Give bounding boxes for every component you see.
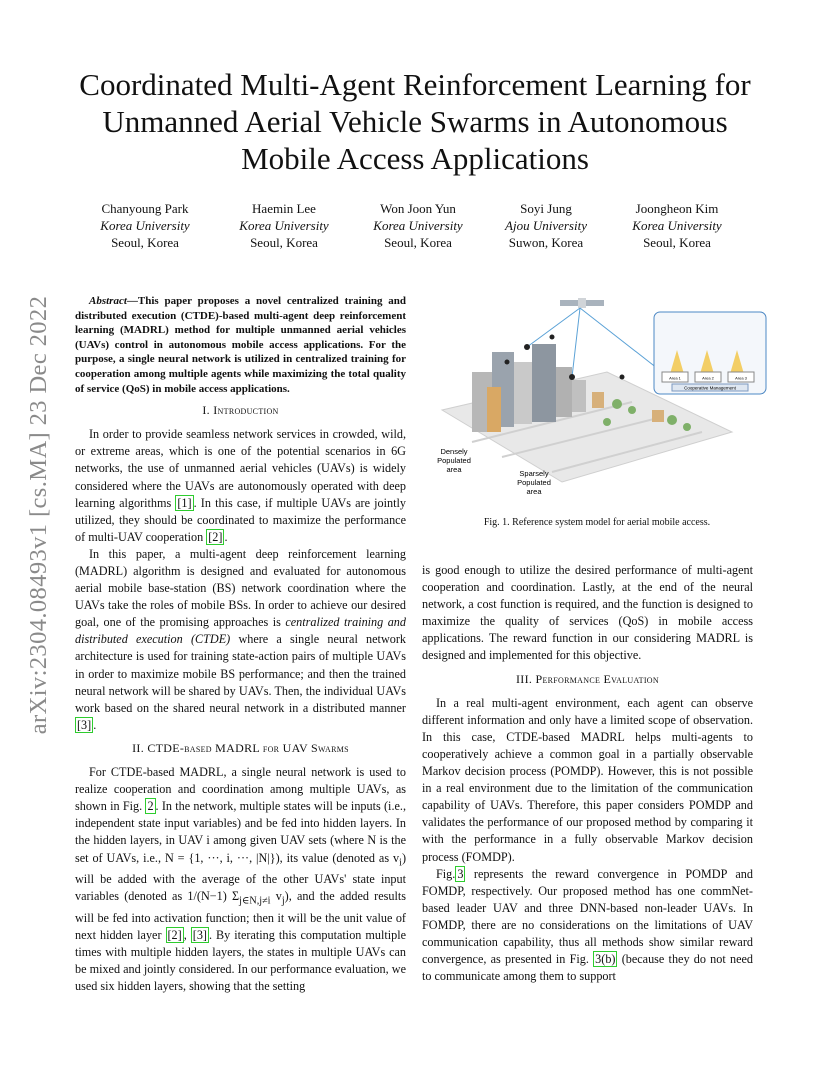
author-4 (481, 200, 611, 251)
right-column (422, 562, 753, 985)
author-location: Seoul, Korea (111, 235, 179, 250)
author-location: Seoul, Korea (643, 235, 711, 250)
left-column (75, 294, 406, 995)
author-name: Soyi Jung (520, 201, 572, 216)
satellite-icon (560, 298, 604, 308)
paragraph: Fig. 3 represents the reward convergence in POMDP and FOMDP, respectively. Our proposed method has one commNet-based leader UAV and three DNN-based non-leader UAVs. In FOMDP, there are no considerations on the limitations of UAV communication capability, thus all methods show similar reward convergence, as presented in Fig. 3(b) (because they do not need to communicate among them to support (422, 866, 753, 984)
author-3 (353, 200, 483, 251)
citation-link[interactable]: [3] (77, 717, 92, 732)
author-affiliation: Korea University (632, 218, 722, 233)
author-name: Joongheon Kim (635, 201, 719, 216)
author-name: Won Joon Yun (380, 201, 456, 216)
figure-link[interactable]: 3(b) (595, 952, 616, 967)
paper-title: Coordinated Multi-Agent Reinforcement Learning for Unmanned Aerial Vehicle Swarms in Autonomous Mobile Access Applications (79, 67, 751, 176)
paragraph: In a real multi-agent environment, each agent can observe different information and only have a limited scope of observation. In this case, CTDE-based MADRL helps multi-agents to cooperatively achieve a common goal in a partially observable Markov decision process (POMDP). However, this is not possible in a real environment due to the limitation of the communication capability of UAVs. Therefore, this paper considers POMDP and validates the performance of our proposed method by comparing it with the performance in a fully observable Markov decision process (FOMDP). (422, 695, 753, 864)
author-name: Haemin Lee (252, 201, 316, 216)
citation-link[interactable]: [2] (167, 927, 182, 942)
author-affiliation: Korea University (239, 218, 329, 233)
author-location: Suwon, Korea (508, 235, 584, 250)
paragraph: In order to provide seamless network services in crowded, wild, or extreme areas, which is one of the potential scenarios in 6G networks, the use of unmanned aerial vehicles (UAVs) is widely considered where the UAVs are autonomously operated with deep learning algorithms [1] . In this case, if multiple UAVs are jointly utilized, they should be coordinated to maximize the performance of multi-UAV cooperation [2] . (75, 427, 407, 544)
section-heading: III. Performance Evaluation (516, 671, 659, 686)
author-affiliation: Korea University (373, 218, 463, 233)
author-1 (80, 200, 210, 251)
abstract: Abstract—This paper proposes a novel centralized training and distributed execution (CTDE)-based multi-agent deep reinforcement learning (MADRL) method for multiple unmanned aerial vehicles (UAVs) control in autonomous mobile access applications. For the purpose, a single neural network is utilized in centralized training for cooperation among multiple agents while maximizing the total quality of service (QoS) in mobile access applications. (75, 295, 406, 395)
section-heading: I. Introduction (202, 403, 279, 418)
figure-link[interactable]: 3 (457, 866, 464, 881)
arxiv-watermark: arXiv:2304.08493v1 [cs.MA] 23 Dec 2022 (25, 295, 52, 735)
paragraph: is good enough to utilize the desired performance of multi-agent cooperation and coordination. Lastly, at the end of the neural network, a cost function is required, and the function is designed to maximize the quality of services (QoS) in mobile access applications. The reward function in our considering MADRL is designed and implemented for this objective. (422, 563, 753, 663)
system-model-figure (432, 292, 772, 506)
section-heading: II. CTDE-based MADRL for UAV Swarms (132, 740, 349, 755)
author-5 (612, 200, 742, 251)
citation-link[interactable]: [2] (208, 529, 223, 544)
citation-link[interactable]: [3] (192, 927, 207, 942)
inset-box-label: Area 3 (735, 375, 747, 381)
citation-link[interactable]: [1] (177, 495, 192, 510)
author-location: Seoul, Korea (384, 235, 452, 250)
author-name: Chanyoung Park (101, 201, 189, 216)
dense-area-label: Densely Populated area (437, 447, 471, 474)
inset-box-label: Area 2 (702, 375, 714, 381)
author-affiliation: Korea University (100, 218, 190, 233)
author-affiliation: Ajou University (505, 218, 587, 233)
figure-link[interactable]: 2 (147, 799, 154, 814)
inset-box-label: Area 1 (669, 375, 681, 381)
cooperative-label: Cooperative Management (684, 385, 736, 391)
figure-caption: Fig. 1. Reference system model for aerial mobile access. (483, 517, 711, 528)
author-block (70, 200, 760, 256)
sparse-area-label: Sparsely Populated area (517, 469, 551, 496)
paragraph: For CTDE-based MADRL, a single neural network is used to realize cooperation and coordination among multiple UAVs, as shown in Fig. 2 . In the network, multiple states will be inputs (i.e., independent state input variables) and be fed into hidden layers. In the hidden layers, in UAV i among given UAV sets (where N is the set of UAVs, i.e., N = {1, ···, i, ···, |N|}), its value (denoted as $v_i$) will be added with the average of the other UAVs' state input variables (denoted as 1/(N−1) $\Sigma_{j\in N,j\ne i}$ $v_j$), and the added results will be fed into activation function; then it will be the unit value of next hidden layer [2] , [3] . By iterating this computation multiple times with multiple hidden layers, the states in multiple UAVs can be mixed and jointly considered. In our performance evaluation, we used six hidden layers, showing that the setting (75, 765, 407, 994)
paragraph: In this paper, a multi-agent deep reinforcement learning (MADRL) algorithm is designed and evaluated for autonomous aerial mobile base-station (BS) network coordination where the UAVs take the roles of mobile BSs. In order to achieve our desired goal, one of the promising approaches is centralized training and distributed execution (CTDE) where a single neural network architecture is used for training state-action pairs of multiple UAVs in order to maximize mobile BS performance; and then the trained neural network will be shared by UAVs. Then, the individual UAVs work based on the shared neural network in a distributed manner [3] . (75, 546, 406, 732)
author-location: Seoul, Korea (250, 235, 318, 250)
author-2 (219, 200, 349, 251)
